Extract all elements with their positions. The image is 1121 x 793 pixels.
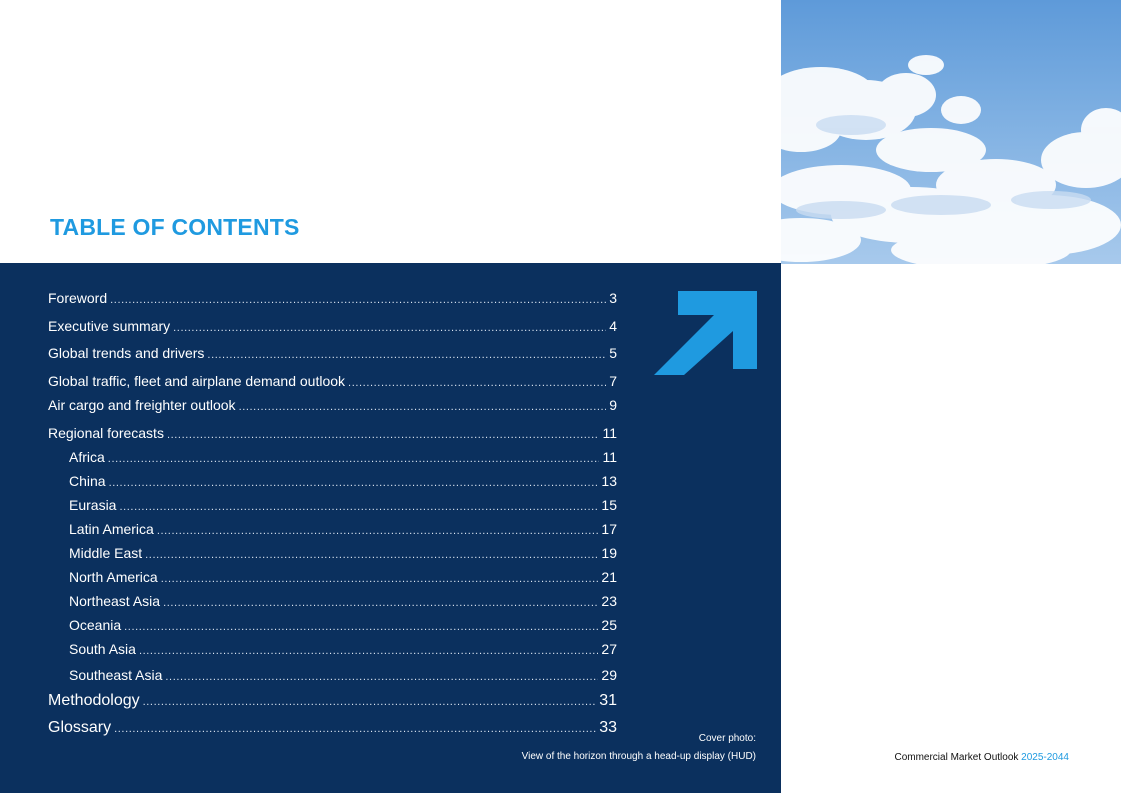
toc-item-page: 31 (599, 692, 617, 709)
toc-item-label: China (69, 473, 106, 489)
toc-item-south-asia[interactable] (69, 641, 617, 657)
toc-item-africa[interactable] (69, 449, 617, 465)
toc-item-label: Eurasia (69, 497, 117, 513)
toc-item-global-traffic[interactable] (48, 373, 617, 389)
toc-item-north-america[interactable] (69, 569, 617, 585)
cover-photo-heading: Cover photo: (698, 733, 756, 744)
toc-item-page: 27 (601, 641, 617, 657)
dot-leader (109, 477, 599, 489)
dot-leader (207, 349, 606, 361)
dot-leader (124, 621, 598, 633)
toc-item-page: 4 (609, 318, 617, 334)
toc-item-label: Global traffic, fleet and airplane demand outlook (48, 373, 346, 389)
dot-leader (173, 322, 606, 334)
toc-item-label: Executive summary (48, 318, 171, 334)
dot-leader (114, 723, 596, 735)
toc-item-executive-summary[interactable] (48, 318, 617, 334)
toc-item-regional-forecasts[interactable] (48, 425, 617, 441)
toc-item-page: 17 (601, 521, 617, 537)
toc-item-latin-america[interactable] (69, 521, 617, 537)
toc-item-page: 9 (609, 397, 617, 413)
toc-item-southeast-asia[interactable] (69, 667, 617, 683)
toc-item-page: 25 (601, 617, 617, 633)
sky-clouds-image (781, 0, 1121, 264)
dot-leader (145, 549, 598, 561)
toc-item-glossary[interactable] (48, 719, 617, 737)
toc-item-label: Methodology (48, 692, 140, 709)
dot-leader (108, 453, 600, 465)
toc-item-label: Glossary (48, 719, 112, 736)
toc-item-label: Regional forecasts (48, 425, 164, 441)
toc-item-page: 19 (601, 545, 617, 561)
toc-item-methodology[interactable] (48, 692, 617, 710)
footer-title: Commercial Market Outlook (894, 752, 1019, 763)
dot-leader (139, 645, 598, 657)
toc-item-label: Oceania (69, 617, 122, 633)
dot-leader (348, 377, 606, 389)
toc-item-label: South Asia (69, 641, 136, 657)
dot-leader (157, 525, 599, 537)
page-title: TABLE OF CONTENTS (50, 214, 300, 240)
dot-leader (163, 597, 598, 609)
dot-leader (110, 294, 606, 306)
toc-item-page: 29 (601, 667, 617, 683)
toc-item-oceania[interactable] (69, 617, 617, 633)
toc-item-label: Foreword (48, 290, 108, 306)
toc-item-page: 15 (601, 497, 617, 513)
toc-item-foreword[interactable] (48, 290, 617, 306)
toc-item-middle-east[interactable] (69, 545, 617, 561)
toc-item-page: 11 (602, 449, 617, 465)
dot-leader (143, 696, 597, 708)
dot-leader (119, 501, 598, 513)
toc-item-label: Latin America (69, 521, 154, 537)
dot-leader (167, 429, 600, 441)
footer (860, 752, 1069, 763)
toc-item-label: Southeast Asia (69, 667, 163, 683)
toc-item-china[interactable] (69, 473, 617, 489)
toc-item-page: 23 (601, 593, 617, 609)
toc-item-page: 21 (601, 569, 617, 585)
toc-item-label: Air cargo and freighter outlook (48, 397, 236, 413)
toc-item-page: 7 (609, 373, 617, 389)
dot-leader (161, 573, 599, 585)
toc-item-label: Northeast Asia (69, 593, 161, 609)
diagonal-arrow-icon (654, 291, 758, 382)
cover-photo-caption: View of the horizon through a head-up display (HUD) (521, 751, 756, 762)
toc-item-page: 3 (609, 290, 617, 306)
toc-item-air-cargo[interactable] (48, 397, 617, 413)
toc-item-global-trends[interactable] (48, 345, 617, 361)
toc-item-label: Africa (69, 449, 105, 465)
toc-item-label: Global trends and drivers (48, 345, 205, 361)
toc-item-page: 13 (601, 473, 617, 489)
dot-leader (165, 671, 598, 683)
toc-item-eurasia[interactable] (69, 497, 617, 513)
footer-years: 2025-2044 (1021, 752, 1069, 763)
toc-item-page: 11 (602, 425, 617, 441)
toc-item-label: Middle East (69, 545, 143, 561)
toc-item-page: 5 (609, 345, 617, 361)
dot-leader (239, 401, 607, 413)
toc-item-page: 33 (599, 719, 617, 736)
toc-item-label: North America (69, 569, 158, 585)
toc-item-northeast-asia[interactable] (69, 593, 617, 609)
